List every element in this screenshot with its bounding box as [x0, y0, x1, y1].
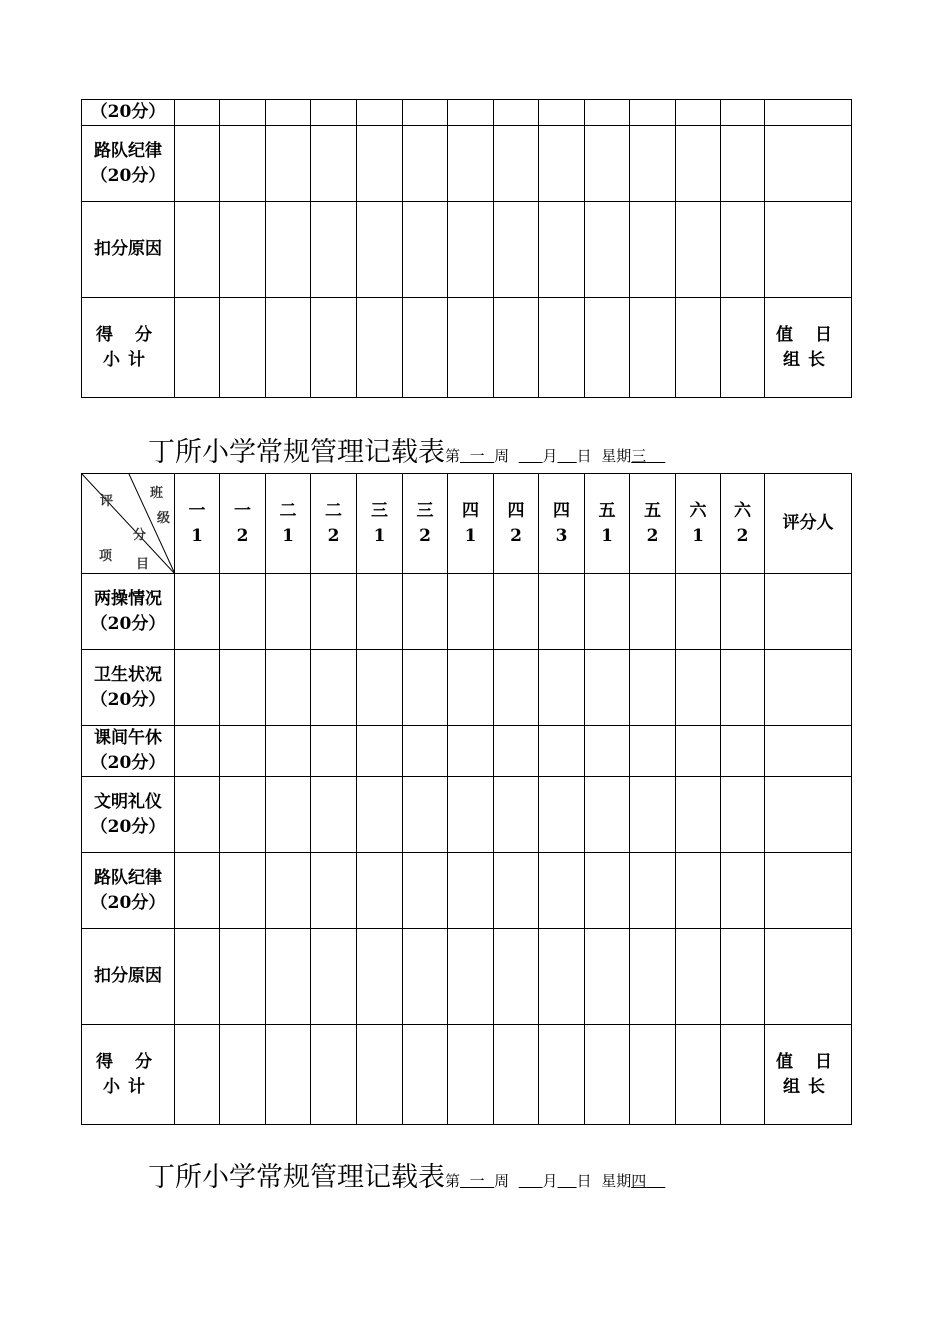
score-cell[interactable]: [220, 126, 266, 202]
class-no: 1: [601, 525, 613, 546]
score-cell[interactable]: [585, 574, 630, 650]
score-cell[interactable]: [266, 298, 311, 398]
title-day-label: 日: [576, 1172, 592, 1190]
score-cell[interactable]: [448, 853, 494, 929]
grade: 五: [598, 500, 616, 521]
duty-leader-label: 值 日 组长: [765, 298, 852, 398]
score-cell[interactable]: [585, 202, 630, 298]
row-label: 路队纪律（20分）: [82, 126, 175, 202]
title-week-suffix: 周: [494, 447, 510, 465]
score-cell[interactable]: [676, 298, 721, 398]
weekday-value[interactable]: [631, 1172, 665, 1190]
month-blank[interactable]: [519, 447, 543, 465]
rater-cell[interactable]: [765, 202, 852, 298]
score-cell[interactable]: [448, 298, 494, 398]
score-cell[interactable]: [175, 1025, 220, 1125]
score-cell[interactable]: [311, 574, 357, 650]
score-cell[interactable]: [721, 929, 765, 1025]
score-cell[interactable]: [403, 853, 448, 929]
grade: 五: [644, 500, 661, 521]
score-cell[interactable]: [721, 1025, 765, 1125]
score-cell[interactable]: [721, 574, 765, 650]
title-main: 丁所小学常规管理记载表: [148, 437, 445, 468]
score-cell[interactable]: [630, 853, 676, 929]
weekday-text: 三: [631, 447, 647, 465]
month-blank[interactable]: [519, 1172, 543, 1190]
score-cell[interactable]: [357, 650, 403, 726]
score-cell[interactable]: [175, 298, 220, 398]
class-header-3-1: [357, 474, 403, 574]
class-header-5-1: [585, 474, 630, 574]
weekday-text: 四: [631, 1172, 647, 1190]
grade: 四: [462, 500, 479, 521]
score-cell[interactable]: [266, 777, 311, 853]
table-row: [82, 777, 852, 853]
class-no: 2: [646, 525, 659, 546]
score-cell[interactable]: [539, 1025, 585, 1125]
score-cell[interactable]: [403, 777, 448, 853]
table-row: [82, 1025, 852, 1125]
score-cell[interactable]: [539, 726, 585, 777]
class-header-1-1: [175, 474, 220, 574]
diag-label-ban: 班: [150, 486, 164, 501]
table-row: [82, 100, 852, 126]
score-cell[interactable]: [266, 1025, 311, 1125]
score-cell[interactable]: [175, 126, 220, 202]
score-cell[interactable]: [721, 726, 765, 777]
score-cell[interactable]: [220, 929, 266, 1025]
score-cell[interactable]: [494, 202, 539, 298]
duty-leader-label: 值 日 组长: [765, 1025, 852, 1125]
score-cell[interactable]: [630, 202, 676, 298]
table-row: [82, 650, 852, 726]
score-cell[interactable]: [539, 100, 585, 126]
weekday-value[interactable]: [631, 447, 665, 465]
score-cell[interactable]: [311, 202, 357, 298]
score-cell[interactable]: [494, 853, 539, 929]
score-cell[interactable]: [539, 777, 585, 853]
title-week-prefix: 第: [445, 447, 461, 465]
class-header-3-2: [403, 474, 448, 574]
score-cell[interactable]: [494, 1025, 539, 1125]
score-cell[interactable]: [220, 100, 266, 126]
score-cell[interactable]: [175, 777, 220, 853]
score-cell[interactable]: [311, 126, 357, 202]
row-label: 路队纪律（20分）: [82, 853, 175, 929]
title-week-prefix: 第: [445, 1172, 461, 1190]
class-header-4-1: [448, 474, 494, 574]
score-cell[interactable]: [403, 298, 448, 398]
score-cell[interactable]: [175, 202, 220, 298]
score-cell[interactable]: [448, 202, 494, 298]
grade: 二: [325, 500, 342, 521]
grade: 四: [507, 500, 525, 521]
score-cell[interactable]: [311, 100, 357, 126]
score-cell[interactable]: [494, 929, 539, 1025]
score-cell[interactable]: [357, 777, 403, 853]
score-cell[interactable]: [266, 929, 311, 1025]
score-cell[interactable]: [585, 853, 630, 929]
score-cell[interactable]: [266, 100, 311, 126]
rater-cell[interactable]: [765, 650, 852, 726]
score-cell[interactable]: [220, 298, 266, 398]
score-cell[interactable]: [676, 777, 721, 853]
class-header-2-2: [311, 474, 357, 574]
record-table-1-continuation: [81, 99, 852, 398]
score-cell[interactable]: [448, 777, 494, 853]
class-no: 1: [692, 525, 704, 546]
score-cell[interactable]: [448, 726, 494, 777]
row-label: 扣分原因: [82, 929, 175, 1025]
score-cell[interactable]: [175, 929, 220, 1025]
score-cell[interactable]: [494, 574, 539, 650]
week-number[interactable]: [460, 447, 494, 465]
score-cell[interactable]: [220, 1025, 266, 1125]
score-cell[interactable]: [585, 650, 630, 726]
grade: 三: [371, 500, 388, 521]
score-cell[interactable]: [539, 126, 585, 202]
score-cell[interactable]: [357, 126, 403, 202]
score-cell[interactable]: [721, 100, 765, 126]
row-label: （20分）: [82, 100, 175, 126]
rater-cell[interactable]: [765, 100, 852, 126]
grade: 一: [188, 500, 206, 521]
score-cell[interactable]: [539, 202, 585, 298]
row-label: 文明礼仪（20分）: [82, 777, 175, 853]
rater-header: 评分人: [765, 474, 852, 574]
row-label: 扣分原因: [82, 202, 175, 298]
score-cell[interactable]: [448, 650, 494, 726]
score-cell[interactable]: [311, 1025, 357, 1125]
grade: 四: [553, 500, 570, 521]
rater-cell[interactable]: [765, 853, 852, 929]
score-cell[interactable]: [311, 929, 357, 1025]
score-cell[interactable]: [448, 126, 494, 202]
score-cell[interactable]: [494, 126, 539, 202]
class-no: 2: [419, 525, 431, 546]
diagonal-header-cell: [82, 474, 175, 574]
score-cell[interactable]: [630, 726, 676, 777]
class-header-2-1: [266, 474, 311, 574]
score-cell[interactable]: [494, 777, 539, 853]
score-cell[interactable]: [357, 726, 403, 777]
score-cell[interactable]: [403, 650, 448, 726]
score-cell[interactable]: [494, 726, 539, 777]
title-weekday-label: 星期: [601, 447, 632, 465]
score-cell[interactable]: [220, 574, 266, 650]
score-cell[interactable]: [539, 298, 585, 398]
rater-cell[interactable]: [765, 126, 852, 202]
score-cell[interactable]: [585, 726, 630, 777]
score-cell[interactable]: [220, 650, 266, 726]
score-cell[interactable]: [311, 853, 357, 929]
score-cell[interactable]: [585, 777, 630, 853]
class-no: 1: [464, 525, 477, 546]
table-row: [82, 298, 852, 398]
score-cell[interactable]: [448, 1025, 494, 1125]
score-cell[interactable]: [220, 853, 266, 929]
score-cell[interactable]: [539, 574, 585, 650]
score-cell[interactable]: [357, 929, 403, 1025]
class-no: 1: [373, 525, 386, 546]
score-cell[interactable]: [175, 650, 220, 726]
week-value: 一: [469, 447, 485, 465]
table-row: [82, 126, 852, 202]
table-row: [82, 726, 852, 777]
row-label: 得 分 小计: [82, 298, 175, 398]
score-cell[interactable]: [721, 853, 765, 929]
score-cell[interactable]: [676, 574, 721, 650]
score-cell[interactable]: [403, 1025, 448, 1125]
score-cell[interactable]: [175, 574, 220, 650]
class-no: 3: [555, 525, 568, 546]
row-label: 卫生状况（20分）: [82, 650, 175, 726]
title-month-label: 月: [542, 1172, 558, 1190]
score-cell[interactable]: [403, 726, 448, 777]
title-week-suffix: 周: [494, 1172, 510, 1190]
row-label: 得 分 小计: [82, 1025, 175, 1125]
score-cell[interactable]: [357, 298, 403, 398]
table-row: [82, 929, 852, 1025]
score-cell[interactable]: [721, 126, 765, 202]
score-cell[interactable]: [676, 853, 721, 929]
grade: 一: [234, 500, 251, 521]
week-value: 一: [469, 1172, 485, 1190]
score-cell[interactable]: [266, 726, 311, 777]
record-title-3: [148, 1155, 665, 1194]
grade: 六: [689, 500, 707, 521]
diag-label-ji: 级: [157, 511, 171, 526]
score-cell[interactable]: [175, 726, 220, 777]
record-title-2: [148, 430, 665, 469]
score-cell[interactable]: [448, 929, 494, 1025]
grade: 二: [279, 500, 297, 521]
score-cell[interactable]: [630, 777, 676, 853]
day-blank[interactable]: [558, 1172, 577, 1190]
diag-label-ping: 评: [100, 494, 114, 509]
rater-cell[interactable]: [765, 929, 852, 1025]
score-cell[interactable]: [266, 202, 311, 298]
score-cell[interactable]: [266, 574, 311, 650]
score-cell[interactable]: [630, 929, 676, 1025]
title-main: 丁所小学常规管理记载表: [148, 1162, 445, 1193]
score-cell[interactable]: [357, 853, 403, 929]
score-cell[interactable]: [448, 574, 494, 650]
score-cell[interactable]: [630, 574, 676, 650]
score-cell[interactable]: [585, 100, 630, 126]
week-number[interactable]: [460, 1172, 494, 1190]
row-label: 两操情况（20分）: [82, 574, 175, 650]
rater-cell[interactable]: [765, 726, 852, 777]
score-cell[interactable]: [539, 929, 585, 1025]
score-cell[interactable]: [676, 126, 721, 202]
table-row: [82, 574, 852, 650]
score-cell[interactable]: [585, 929, 630, 1025]
score-cell[interactable]: [403, 202, 448, 298]
class-header-5-2: [630, 474, 676, 574]
score-cell[interactable]: [494, 298, 539, 398]
header-row: [82, 474, 852, 574]
class-no: 2: [327, 525, 340, 546]
score-cell[interactable]: [585, 126, 630, 202]
score-cell[interactable]: [539, 853, 585, 929]
score-cell[interactable]: [220, 726, 266, 777]
diag-label-fen: 分: [133, 528, 147, 543]
score-cell[interactable]: [721, 298, 765, 398]
score-cell[interactable]: [220, 202, 266, 298]
score-cell[interactable]: [676, 202, 721, 298]
score-cell[interactable]: [311, 650, 357, 726]
score-cell[interactable]: [403, 929, 448, 1025]
grade: 六: [734, 500, 751, 521]
score-cell[interactable]: [676, 650, 721, 726]
day-blank[interactable]: [558, 447, 577, 465]
score-cell[interactable]: [357, 100, 403, 126]
class-header-1-2: [220, 474, 266, 574]
class-no: 2: [510, 525, 522, 546]
score-cell[interactable]: [357, 202, 403, 298]
score-cell[interactable]: [357, 574, 403, 650]
class-no: 2: [236, 525, 249, 546]
rater-cell[interactable]: [765, 574, 852, 650]
class-no: 1: [191, 525, 203, 546]
score-cell[interactable]: [494, 100, 539, 126]
table-row: [82, 202, 852, 298]
score-cell[interactable]: [266, 650, 311, 726]
score-cell[interactable]: [220, 777, 266, 853]
title-day-label: 日: [576, 447, 592, 465]
score-cell[interactable]: [311, 777, 357, 853]
score-cell[interactable]: [494, 650, 539, 726]
diag-label-mu: 目: [136, 557, 150, 572]
score-cell[interactable]: [630, 126, 676, 202]
record-table-2: [81, 473, 852, 1125]
title-weekday-label: 星期: [601, 1172, 632, 1190]
score-cell[interactable]: [266, 853, 311, 929]
score-cell[interactable]: [721, 777, 765, 853]
score-cell[interactable]: [175, 100, 220, 126]
score-cell[interactable]: [403, 126, 448, 202]
score-cell[interactable]: [311, 726, 357, 777]
score-cell[interactable]: [448, 100, 494, 126]
score-cell[interactable]: [676, 100, 721, 126]
score-cell[interactable]: [585, 298, 630, 398]
score-cell[interactable]: [721, 202, 765, 298]
score-cell[interactable]: [676, 1025, 721, 1125]
grade: 三: [416, 500, 434, 521]
score-cell[interactable]: [630, 650, 676, 726]
class-no: 1: [282, 525, 294, 546]
rater-cell[interactable]: [765, 777, 852, 853]
class-header-6-2: [721, 474, 765, 574]
class-header-6-1: [676, 474, 721, 574]
class-header-4-3: [539, 474, 585, 574]
class-header-4-2: [494, 474, 539, 574]
score-cell[interactable]: [721, 650, 765, 726]
score-cell[interactable]: [676, 929, 721, 1025]
score-cell[interactable]: [266, 126, 311, 202]
row-label: 课间午休（20分）: [82, 726, 175, 777]
score-cell[interactable]: [403, 100, 448, 126]
score-cell[interactable]: [676, 726, 721, 777]
score-cell[interactable]: [311, 298, 357, 398]
score-cell[interactable]: [539, 650, 585, 726]
title-month-label: 月: [542, 447, 558, 465]
diag-label-xiang: 项: [99, 549, 113, 564]
table-row: [82, 853, 852, 929]
score-cell[interactable]: [357, 1025, 403, 1125]
score-cell[interactable]: [630, 1025, 676, 1125]
score-cell[interactable]: [403, 574, 448, 650]
score-cell[interactable]: [175, 853, 220, 929]
score-cell[interactable]: [630, 298, 676, 398]
score-cell[interactable]: [585, 1025, 630, 1125]
score-cell[interactable]: [630, 100, 676, 126]
class-no: 2: [736, 525, 749, 546]
